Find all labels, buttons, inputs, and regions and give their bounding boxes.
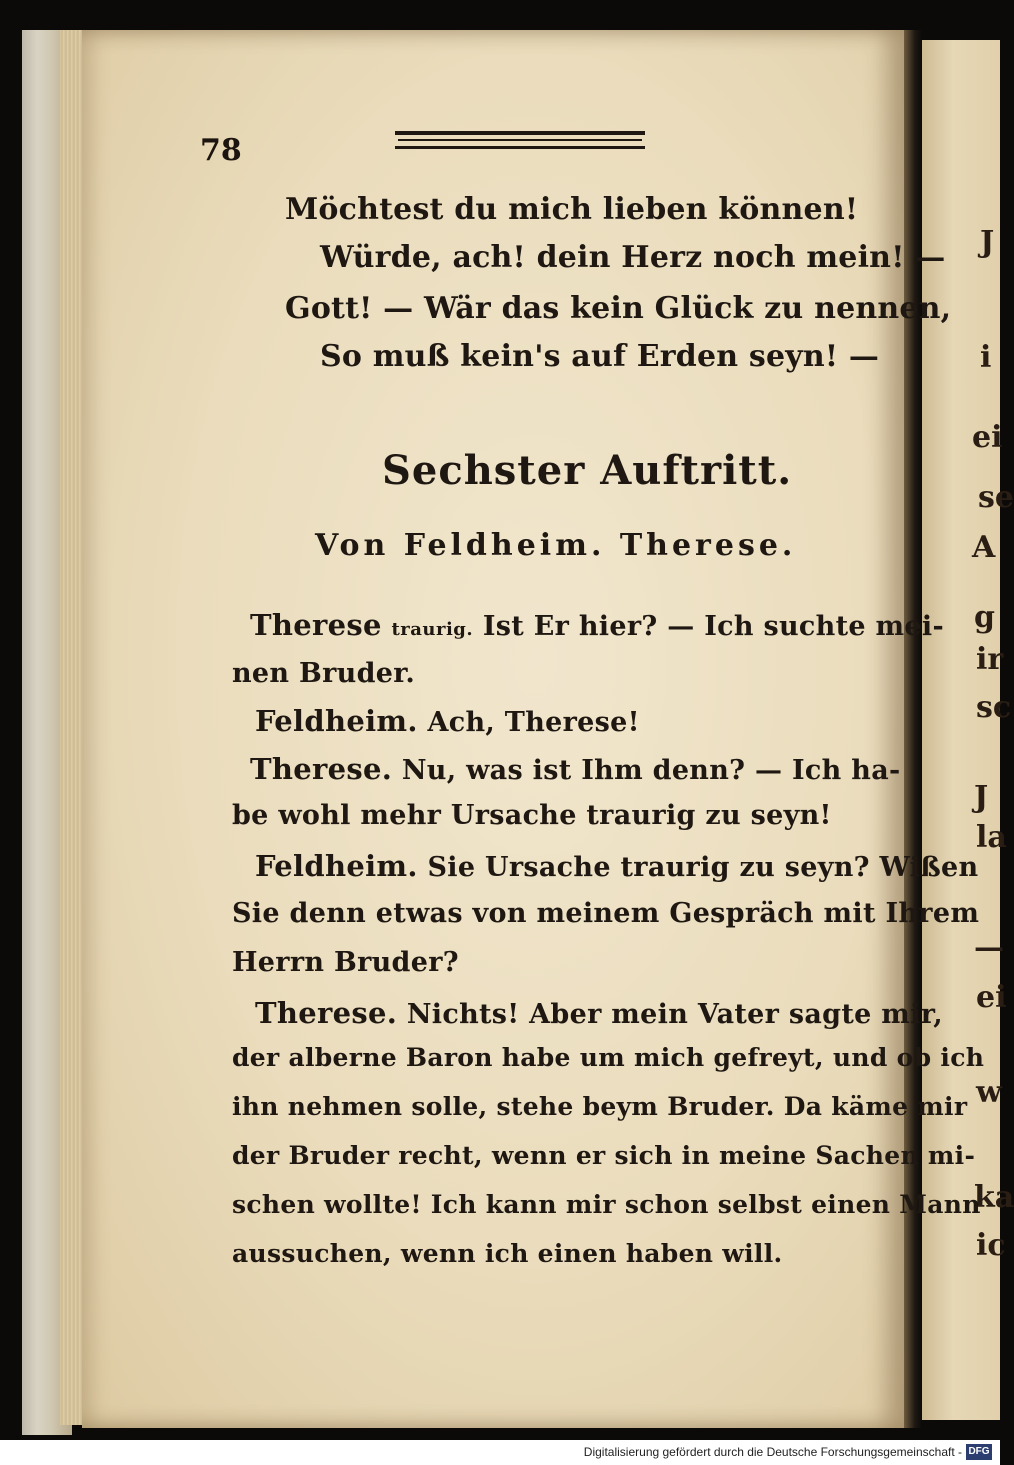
dialogue-line: schen wollte! Ich kann mir schon selbst einen Mann [232,1190,981,1219]
adjacent-page-fragment: J [974,780,989,815]
dialogue-text: Nu, was ist Ihm denn? — Ich ha- [401,755,901,786]
speaker-name: Feldheim. [255,849,418,883]
dialogue-text: Ist Er hier? — Ich suchte mei- [482,611,944,642]
dialogue-line [250,608,944,642]
adjacent-page-fragment: i [980,340,992,375]
dialogue-line [255,704,640,738]
dialogue-line: ihn nehmen solle, stehe beym Bruder. Da käme mir [232,1092,968,1121]
scene-heading: Sechster Auftritt. [382,447,793,494]
dialogue-line: der Bruder recht, wenn er sich in meine Sachen mi- [232,1141,976,1170]
dialogue-line: Sie denn etwas von meinem Gespräch mit Ihrem [232,898,980,929]
adjacent-page-fragment: sc [976,690,1012,725]
speaker-name: Therese [250,608,382,642]
funding-credit: Digitalisierung gefördert durch die Deutsche Forschungsgemeinschaft - [583,1445,962,1459]
dialogue-text: Ach, Therese! [427,707,640,738]
verse-line: Möchtest du mich lieben können! [285,192,859,227]
verse-line: Würde, ach! dein Herz noch mein! — [320,240,946,275]
adjacent-page-fragment: la [976,820,1007,855]
dialogue-line [255,996,943,1030]
header-rule [395,131,645,135]
dialogue-line: nen Bruder. [232,658,416,689]
stage-direction: traurig. [391,619,474,640]
adjacent-page-fragment: se [978,480,1014,515]
adjacent-page-fragment: g [974,600,995,635]
speaker-name: Therese. [250,752,393,786]
cast-list: Von Feldheim. Therese. [315,528,797,563]
adjacent-page-fragment: J [980,225,995,260]
speaker-name: Feldheim. [255,704,418,738]
adjacent-page-fragment: ei [976,980,1007,1015]
dialogue-line: Herrn Bruder? [232,947,459,978]
adjacent-page-fragment: w [976,1075,1002,1110]
adjacent-page-fragment: ir [976,642,1004,677]
dialogue-line: aussuchen, wenn ich einen haben will. [232,1239,783,1268]
dialogue-line: der alberne Baron habe um mich gefreyt, und ob ich [232,1043,985,1072]
adjacent-page-fragment: ka [974,1180,1014,1215]
verse-line: Gott! — Wär das kein Glück zu nennen, [285,291,952,326]
dialogue-line [255,849,978,883]
dialogue-text: Nichts! Aber mein Vater sagte mir, [406,999,943,1030]
header-rule [398,139,642,141]
verse-line: So muß kein's auf Erden seyn! — [320,339,880,374]
dialogue-line: be wohl mehr Ursache traurig zu seyn! [232,800,832,831]
dfg-logo-icon: DFG [966,1444,992,1460]
speaker-name: Therese. [255,996,398,1030]
page-number: 78 [200,133,242,168]
dialogue-text: Sie Ursache traurig zu seyn? Wißen [427,852,979,883]
adjacent-page-fragment: ic [976,1228,1006,1263]
adjacent-page-fragment: ei [972,420,1003,455]
adjacent-page-fragment: — [974,930,1004,965]
digitization-footer [0,1440,1000,1465]
dialogue-line [250,752,901,786]
header-rule [395,146,645,149]
adjacent-page-fragment: A [972,530,996,565]
